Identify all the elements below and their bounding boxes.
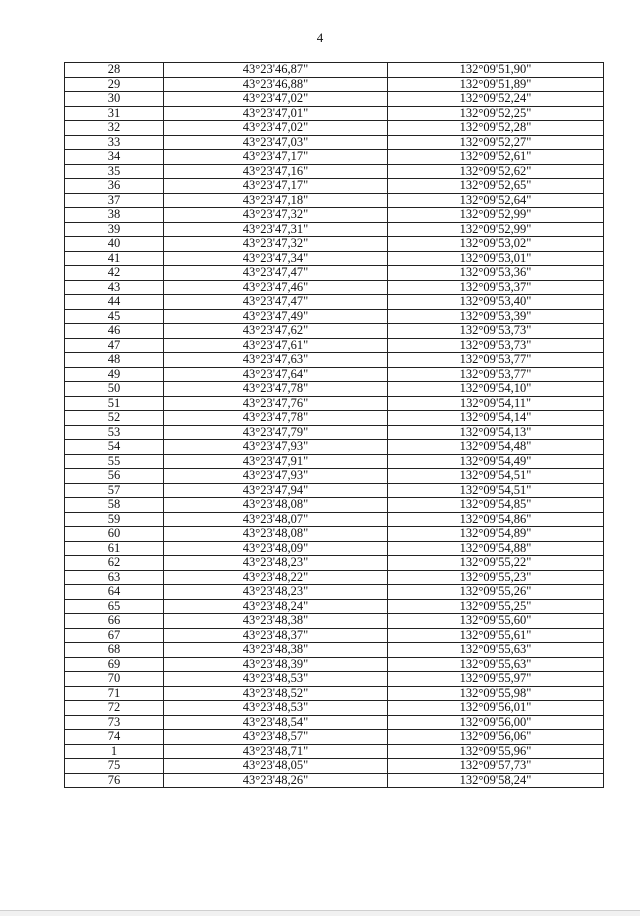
table-row <box>65 730 604 745</box>
table-row <box>65 92 604 107</box>
longitude-cell: 132°09'56,00" <box>388 715 604 730</box>
table-row <box>65 773 604 788</box>
latitude-cell: 43°23'47,31" <box>164 222 388 237</box>
latitude-cell: 43°23'48,07" <box>164 512 388 527</box>
latitude-cell: 43°23'47,94" <box>164 483 388 498</box>
point-number-cell: 58 <box>65 498 164 513</box>
longitude-cell: 132°09'52,64" <box>388 193 604 208</box>
table-row <box>65 63 604 78</box>
point-number-cell: 30 <box>65 92 164 107</box>
table-row <box>65 193 604 208</box>
latitude-cell: 43°23'47,18" <box>164 193 388 208</box>
latitude-cell: 43°23'47,78" <box>164 411 388 426</box>
point-number-cell: 69 <box>65 657 164 672</box>
page-number: 4 <box>316 30 324 45</box>
longitude-cell: 132°09'54,85" <box>388 498 604 513</box>
point-number-cell: 55 <box>65 454 164 469</box>
table-row <box>65 222 604 237</box>
table-row <box>65 469 604 484</box>
latitude-cell: 43°23'48,24" <box>164 599 388 614</box>
point-number-cell: 57 <box>65 483 164 498</box>
latitude-cell: 43°23'46,87" <box>164 63 388 78</box>
table-row <box>65 512 604 527</box>
longitude-cell: 132°09'55,23" <box>388 570 604 585</box>
longitude-cell: 132°09'53,36" <box>388 266 604 281</box>
point-number-cell: 73 <box>65 715 164 730</box>
point-number-cell: 36 <box>65 179 164 194</box>
table-row <box>65 411 604 426</box>
point-number-cell: 63 <box>65 570 164 585</box>
point-number-cell: 59 <box>65 512 164 527</box>
point-number-cell: 44 <box>65 295 164 310</box>
latitude-cell: 43°23'47,61" <box>164 338 388 353</box>
table-row <box>65 338 604 353</box>
longitude-cell: 132°09'55,63" <box>388 657 604 672</box>
latitude-cell: 43°23'48,39" <box>164 657 388 672</box>
longitude-cell: 132°09'55,96" <box>388 744 604 759</box>
latitude-cell: 43°23'48,08" <box>164 498 388 513</box>
table-row <box>65 77 604 92</box>
longitude-cell: 132°09'53,39" <box>388 309 604 324</box>
latitude-cell: 43°23'47,32" <box>164 208 388 223</box>
longitude-cell: 132°09'53,77" <box>388 353 604 368</box>
point-number-cell: 61 <box>65 541 164 556</box>
point-number-cell: 49 <box>65 367 164 382</box>
longitude-cell: 132°09'52,27" <box>388 135 604 150</box>
longitude-cell: 132°09'51,89" <box>388 77 604 92</box>
point-number-cell: 66 <box>65 614 164 629</box>
table-row <box>65 396 604 411</box>
latitude-cell: 43°23'47,79" <box>164 425 388 440</box>
latitude-cell: 43°23'48,05" <box>164 759 388 774</box>
latitude-cell: 43°23'48,38" <box>164 643 388 658</box>
point-number-cell: 52 <box>65 411 164 426</box>
longitude-cell: 132°09'53,40" <box>388 295 604 310</box>
table-row <box>65 498 604 513</box>
latitude-cell: 43°23'47,47" <box>164 266 388 281</box>
latitude-cell: 43°23'48,53" <box>164 701 388 716</box>
latitude-cell: 43°23'47,62" <box>164 324 388 339</box>
longitude-cell: 132°09'54,49" <box>388 454 604 469</box>
point-number-cell: 50 <box>65 382 164 397</box>
longitude-cell: 132°09'53,73" <box>388 324 604 339</box>
table-row <box>65 135 604 150</box>
point-number-cell: 35 <box>65 164 164 179</box>
point-number-cell: 28 <box>65 63 164 78</box>
longitude-cell: 132°09'53,37" <box>388 280 604 295</box>
table-row <box>65 179 604 194</box>
longitude-cell: 132°09'54,86" <box>388 512 604 527</box>
point-number-cell: 34 <box>65 150 164 165</box>
table-row <box>65 599 604 614</box>
point-number-cell: 1 <box>65 744 164 759</box>
point-number-cell: 46 <box>65 324 164 339</box>
table-row <box>65 251 604 266</box>
longitude-cell: 132°09'52,99" <box>388 208 604 223</box>
latitude-cell: 43°23'48,53" <box>164 672 388 687</box>
latitude-cell: 43°23'47,93" <box>164 440 388 455</box>
latitude-cell: 43°23'47,49" <box>164 309 388 324</box>
table-row <box>65 295 604 310</box>
table-row <box>65 527 604 542</box>
point-number-cell: 51 <box>65 396 164 411</box>
longitude-cell: 132°09'58,24" <box>388 773 604 788</box>
latitude-cell: 43°23'48,38" <box>164 614 388 629</box>
longitude-cell: 132°09'55,61" <box>388 628 604 643</box>
point-number-cell: 29 <box>65 77 164 92</box>
point-number-cell: 42 <box>65 266 164 281</box>
point-number-cell: 75 <box>65 759 164 774</box>
table-row <box>65 106 604 121</box>
longitude-cell: 132°09'55,97" <box>388 672 604 687</box>
table-row <box>65 353 604 368</box>
table-row <box>65 382 604 397</box>
point-number-cell: 40 <box>65 237 164 252</box>
point-number-cell: 74 <box>65 730 164 745</box>
point-number-cell: 48 <box>65 353 164 368</box>
latitude-cell: 43°23'48,71" <box>164 744 388 759</box>
point-number-cell: 54 <box>65 440 164 455</box>
point-number-cell: 65 <box>65 599 164 614</box>
latitude-cell: 43°23'47,64" <box>164 367 388 382</box>
latitude-cell: 43°23'48,54" <box>164 715 388 730</box>
table-row <box>65 657 604 672</box>
coordinates-table-body <box>65 63 604 788</box>
point-number-cell: 31 <box>65 106 164 121</box>
point-number-cell: 43 <box>65 280 164 295</box>
table-row <box>65 759 604 774</box>
longitude-cell: 132°09'52,28" <box>388 121 604 136</box>
longitude-cell: 132°09'52,24" <box>388 92 604 107</box>
longitude-cell: 132°09'57,73" <box>388 759 604 774</box>
point-number-cell: 64 <box>65 585 164 600</box>
latitude-cell: 43°23'48,26" <box>164 773 388 788</box>
table-row <box>65 672 604 687</box>
table-row <box>65 309 604 324</box>
point-number-cell: 68 <box>65 643 164 658</box>
point-number-cell: 33 <box>65 135 164 150</box>
table-row <box>65 585 604 600</box>
longitude-cell: 132°09'54,11" <box>388 396 604 411</box>
coordinates-table <box>64 62 604 788</box>
latitude-cell: 43°23'48,09" <box>164 541 388 556</box>
point-number-cell: 71 <box>65 686 164 701</box>
longitude-cell: 132°09'53,73" <box>388 338 604 353</box>
latitude-cell: 43°23'47,91" <box>164 454 388 469</box>
latitude-cell: 43°23'47,32" <box>164 237 388 252</box>
table-row <box>65 367 604 382</box>
point-number-cell: 72 <box>65 701 164 716</box>
latitude-cell: 43°23'47,17" <box>164 179 388 194</box>
latitude-cell: 43°23'47,93" <box>164 469 388 484</box>
longitude-cell: 132°09'52,99" <box>388 222 604 237</box>
longitude-cell: 132°09'52,65" <box>388 179 604 194</box>
table-row <box>65 715 604 730</box>
table-row <box>65 164 604 179</box>
latitude-cell: 43°23'46,88" <box>164 77 388 92</box>
latitude-cell: 43°23'47,76" <box>164 396 388 411</box>
longitude-cell: 132°09'52,25" <box>388 106 604 121</box>
latitude-cell: 43°23'47,46" <box>164 280 388 295</box>
longitude-cell: 132°09'54,51" <box>388 469 604 484</box>
table-row <box>65 237 604 252</box>
latitude-cell: 43°23'47,03" <box>164 135 388 150</box>
longitude-cell: 132°09'55,60" <box>388 614 604 629</box>
table-row <box>65 701 604 716</box>
longitude-cell: 132°09'55,26" <box>388 585 604 600</box>
longitude-cell: 132°09'55,63" <box>388 643 604 658</box>
longitude-cell: 132°09'55,98" <box>388 686 604 701</box>
point-number-cell: 53 <box>65 425 164 440</box>
point-number-cell: 70 <box>65 672 164 687</box>
table-row <box>65 643 604 658</box>
table-row <box>65 440 604 455</box>
latitude-cell: 43°23'47,01" <box>164 106 388 121</box>
longitude-cell: 132°09'56,01" <box>388 701 604 716</box>
table-row <box>65 208 604 223</box>
table-row <box>65 324 604 339</box>
table-row <box>65 425 604 440</box>
latitude-cell: 43°23'47,02" <box>164 121 388 136</box>
latitude-cell: 43°23'47,63" <box>164 353 388 368</box>
longitude-cell: 132°09'51,90" <box>388 63 604 78</box>
point-number-cell: 60 <box>65 527 164 542</box>
point-number-cell: 76 <box>65 773 164 788</box>
table-row <box>65 614 604 629</box>
longitude-cell: 132°09'52,61" <box>388 150 604 165</box>
latitude-cell: 43°23'48,57" <box>164 730 388 745</box>
latitude-cell: 43°23'48,22" <box>164 570 388 585</box>
table-row <box>65 556 604 571</box>
page-bottom-edge <box>0 910 640 916</box>
latitude-cell: 43°23'47,02" <box>164 92 388 107</box>
latitude-cell: 43°23'47,78" <box>164 382 388 397</box>
latitude-cell: 43°23'48,52" <box>164 686 388 701</box>
table-row <box>65 744 604 759</box>
longitude-cell: 132°09'54,88" <box>388 541 604 556</box>
longitude-cell: 132°09'53,02" <box>388 237 604 252</box>
point-number-cell: 47 <box>65 338 164 353</box>
table-row <box>65 454 604 469</box>
point-number-cell: 38 <box>65 208 164 223</box>
latitude-cell: 43°23'48,08" <box>164 527 388 542</box>
point-number-cell: 67 <box>65 628 164 643</box>
latitude-cell: 43°23'47,34" <box>164 251 388 266</box>
table-row <box>65 686 604 701</box>
longitude-cell: 132°09'54,48" <box>388 440 604 455</box>
longitude-cell: 132°09'53,77" <box>388 367 604 382</box>
latitude-cell: 43°23'47,17" <box>164 150 388 165</box>
table-row <box>65 541 604 556</box>
point-number-cell: 45 <box>65 309 164 324</box>
point-number-cell: 32 <box>65 121 164 136</box>
table-row <box>65 483 604 498</box>
longitude-cell: 132°09'55,22" <box>388 556 604 571</box>
longitude-cell: 132°09'54,13" <box>388 425 604 440</box>
table-row <box>65 121 604 136</box>
table-row <box>65 628 604 643</box>
point-number-cell: 56 <box>65 469 164 484</box>
latitude-cell: 43°23'48,23" <box>164 556 388 571</box>
longitude-cell: 132°09'54,51" <box>388 483 604 498</box>
longitude-cell: 132°09'56,06" <box>388 730 604 745</box>
latitude-cell: 43°23'48,23" <box>164 585 388 600</box>
point-number-cell: 37 <box>65 193 164 208</box>
table-row <box>65 570 604 585</box>
point-number-cell: 41 <box>65 251 164 266</box>
longitude-cell: 132°09'54,10" <box>388 382 604 397</box>
longitude-cell: 132°09'52,62" <box>388 164 604 179</box>
longitude-cell: 132°09'53,01" <box>388 251 604 266</box>
table-row <box>65 266 604 281</box>
longitude-cell: 132°09'54,89" <box>388 527 604 542</box>
longitude-cell: 132°09'54,14" <box>388 411 604 426</box>
table-row <box>65 280 604 295</box>
table-row <box>65 150 604 165</box>
point-number-cell: 39 <box>65 222 164 237</box>
latitude-cell: 43°23'48,37" <box>164 628 388 643</box>
latitude-cell: 43°23'47,47" <box>164 295 388 310</box>
longitude-cell: 132°09'55,25" <box>388 599 604 614</box>
latitude-cell: 43°23'47,16" <box>164 164 388 179</box>
point-number-cell: 62 <box>65 556 164 571</box>
